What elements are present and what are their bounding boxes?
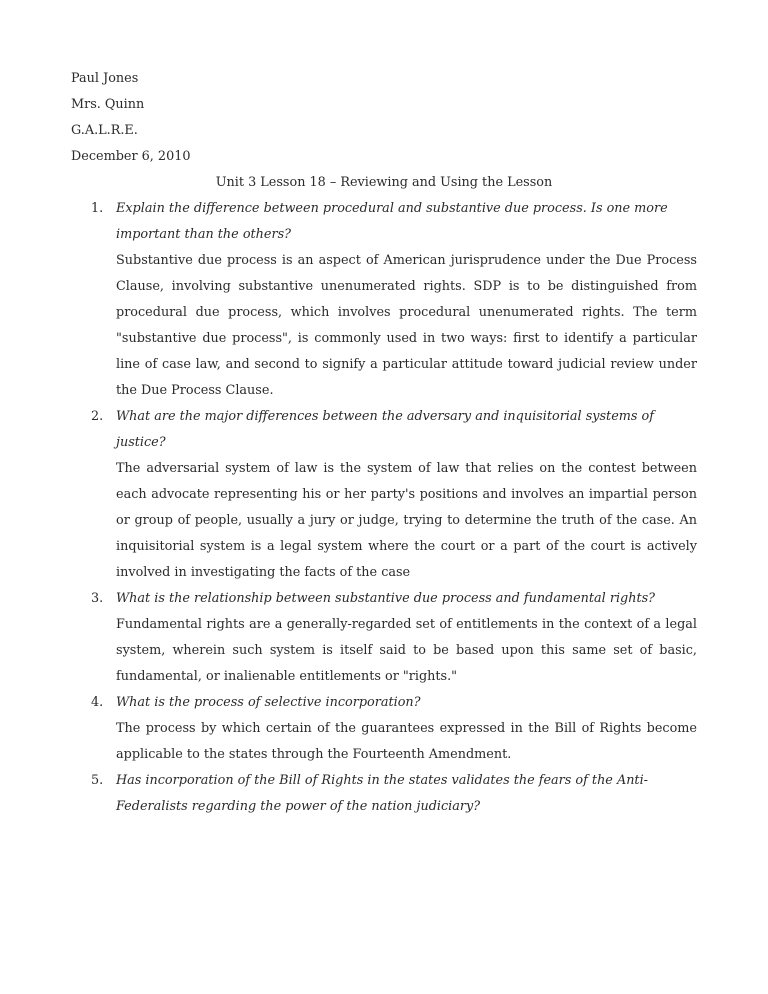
- answer-text: Fundamental rights are a generally-regarded set of entitlements in the context of a legal system, wherein such system is itself said to be based upon this same set of basic, fundamental, or inalienable entitlements or "rights.": [116, 617, 697, 684]
- question-item-2: [71, 404, 697, 586]
- question-item-1: [71, 196, 697, 404]
- course-name: G.A.L.R.E.: [71, 123, 138, 138]
- document-date: December 6, 2010: [71, 149, 191, 164]
- question-list: [71, 196, 697, 820]
- question-item-3: [71, 586, 697, 690]
- question-number: 2.: [91, 409, 104, 424]
- document-title: Unit 3 Lesson 18 – Reviewing and Using the Lesson: [215, 175, 553, 190]
- answer-text: Substantive due process is an aspect of American jurisprudence under the Due Process Clause, involving substantive unenumerated rights. SDP is to be distinguished from procedural due process, which involves procedural unenumerated rights. The term "substantive due process", is commonly used in two ways: first to identify a particular line of case law, and second to signify a particular attitude toward judicial review under the Due Process Clause.: [116, 253, 697, 398]
- teacher-name: Mrs. Quinn: [71, 97, 145, 112]
- question-text: What is the process of selective incorporation?: [116, 695, 421, 710]
- question-text: What are the major differences between the adversary and inquisitorial systems of justice?: [116, 409, 654, 450]
- question-text: Explain the difference between procedural and substantive due process. Is one more important than the others?: [116, 201, 668, 242]
- question-text: What is the relationship between substantive due process and fundamental rights?: [116, 591, 656, 606]
- question-item-4: [71, 690, 697, 768]
- question-number: 5.: [91, 773, 104, 788]
- document-header: [71, 66, 191, 170]
- question-text: Has incorporation of the Bill of Rights in the states validates the fears of the Anti-Federalists regarding the power of the nation judiciary?: [116, 773, 648, 814]
- question-number: 4.: [91, 695, 104, 710]
- question-number: 3.: [91, 591, 104, 606]
- question-item-5: [71, 768, 697, 820]
- question-number: 1.: [91, 201, 104, 216]
- author-name: Paul Jones: [71, 71, 139, 86]
- answer-text: The process by which certain of the guarantees expressed in the Bill of Rights become applicable to the states through the Fourteenth Amendment.: [116, 721, 697, 762]
- answer-text: The adversarial system of law is the system of law that relies on the contest between each advocate representing his or her party's positions and involves an impartial person or group of people, usually a jury or judge, trying to determine the truth of the case. An inquisitorial system is a legal system where the court or a part of the court is actively involved in investigating the facts of the case: [116, 461, 697, 580]
